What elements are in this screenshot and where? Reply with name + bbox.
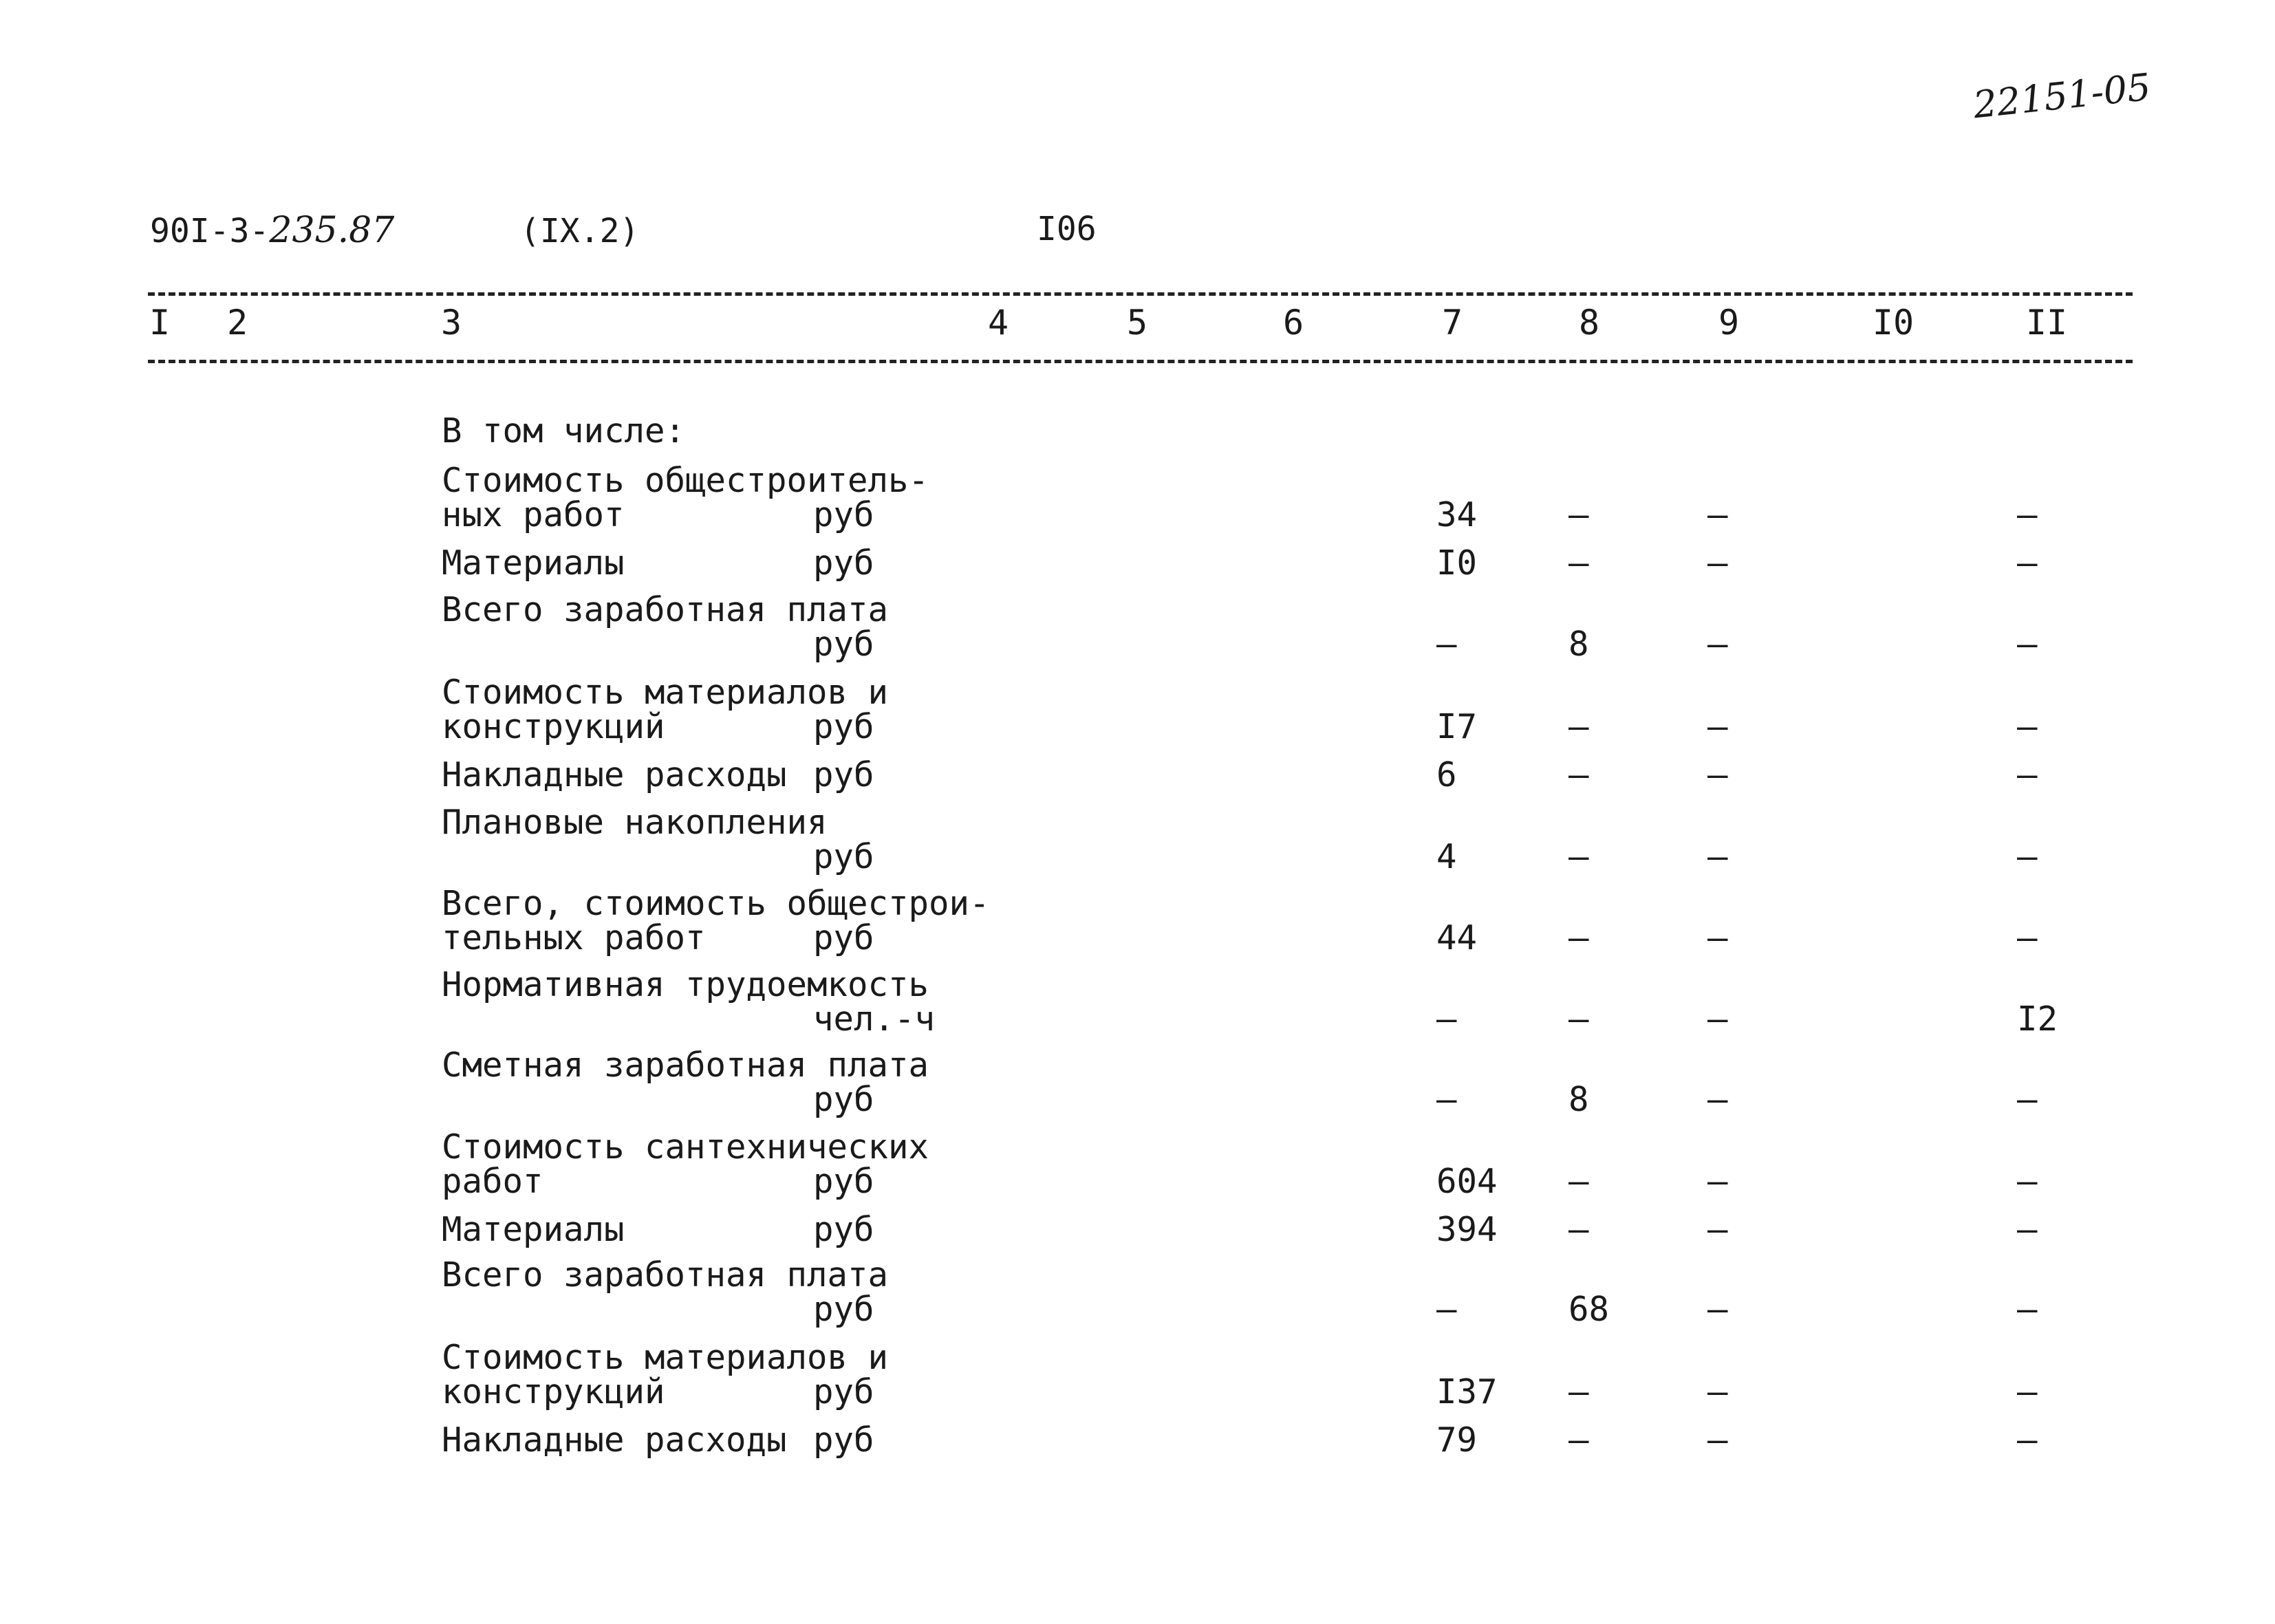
cell-col9: – bbox=[1707, 1080, 1728, 1119]
header-rule-bottom bbox=[148, 360, 2133, 363]
cell-col11: – bbox=[2017, 1420, 2038, 1460]
row-unit: руб bbox=[813, 1372, 874, 1411]
cell-col8: – bbox=[1568, 1162, 1589, 1201]
cell-col7: 79 bbox=[1436, 1420, 1478, 1460]
document-code-printed: 90I-3- bbox=[150, 212, 270, 250]
cell-col8: – bbox=[1568, 495, 1589, 534]
row-label-line1: Сметная заработная плата bbox=[442, 1046, 929, 1085]
column-number-5: 5 bbox=[1126, 303, 1148, 343]
row-unit: руб bbox=[813, 543, 874, 583]
cell-col8: 68 bbox=[1568, 1290, 1610, 1329]
cell-col8: – bbox=[1568, 918, 1589, 957]
row-label-line2: работ bbox=[442, 1162, 543, 1201]
cell-col9: – bbox=[1707, 543, 1728, 583]
row-unit: руб bbox=[813, 1420, 874, 1460]
cell-col8: – bbox=[1568, 1372, 1589, 1411]
cell-col11: – bbox=[2017, 1162, 2038, 1201]
row-unit: руб bbox=[813, 707, 874, 746]
row-label-line1: Всего, стоимость общестрои- bbox=[442, 884, 990, 923]
column-number-9: 9 bbox=[1718, 303, 1740, 343]
cell-col9: – bbox=[1707, 837, 1728, 876]
column-number-11: II bbox=[2025, 303, 2068, 343]
cell-col8: – bbox=[1568, 543, 1589, 583]
cell-col9: – bbox=[1707, 1420, 1728, 1460]
row-unit: руб bbox=[813, 918, 874, 957]
cell-col9: – bbox=[1707, 1162, 1728, 1201]
cell-col11: – bbox=[2017, 543, 2038, 583]
section-label: (IX.2) bbox=[520, 212, 640, 250]
row-label-line2: ных работ bbox=[442, 495, 625, 534]
intro-text: В том числе: bbox=[442, 411, 686, 451]
cell-col7: I37 bbox=[1436, 1372, 1498, 1411]
row-label-line2: Материалы bbox=[442, 543, 625, 583]
cell-col11: – bbox=[2017, 1210, 2038, 1249]
row-label-line2: Накладные расходы bbox=[442, 1420, 787, 1460]
cell-col9: – bbox=[1707, 707, 1728, 746]
row-unit: руб bbox=[813, 495, 874, 534]
cell-col7: – bbox=[1436, 999, 1457, 1039]
cell-col9: – bbox=[1707, 625, 1728, 664]
cell-col8: – bbox=[1568, 999, 1589, 1039]
row-label-line1: Всего заработная плата bbox=[442, 590, 889, 629]
cell-col9: – bbox=[1707, 1372, 1728, 1411]
row-label-line1: Нормативная трудоемкость bbox=[442, 965, 929, 1004]
row-unit: чел.-ч bbox=[813, 999, 936, 1039]
cell-col9: – bbox=[1707, 918, 1728, 957]
cell-col11: – bbox=[2017, 1080, 2038, 1119]
cell-col11: – bbox=[2017, 625, 2038, 664]
row-label-line2: конструкций bbox=[442, 707, 665, 746]
cell-col9: – bbox=[1707, 1290, 1728, 1329]
cell-col8: – bbox=[1568, 837, 1589, 876]
cell-col8: – bbox=[1568, 755, 1589, 794]
column-number-1: I bbox=[149, 303, 171, 343]
row-label-line2: конструкций bbox=[442, 1372, 665, 1411]
cell-col9: – bbox=[1707, 755, 1728, 794]
document-code bbox=[150, 210, 394, 251]
cell-col7: 394 bbox=[1436, 1210, 1498, 1249]
row-unit: руб bbox=[813, 755, 874, 794]
cell-col8: 8 bbox=[1568, 625, 1589, 664]
column-number-3: 3 bbox=[440, 303, 462, 343]
cell-col8: – bbox=[1568, 707, 1589, 746]
cell-col11: – bbox=[2017, 707, 2038, 746]
row-label-line1: Всего заработная плата bbox=[442, 1255, 889, 1295]
row-label-line1: Плановые накопления bbox=[442, 803, 828, 842]
cell-col7: I0 bbox=[1436, 543, 1478, 583]
cell-col8: 8 bbox=[1568, 1080, 1589, 1119]
column-number-2: 2 bbox=[226, 303, 248, 343]
row-unit: руб bbox=[813, 625, 874, 664]
cell-col7: – bbox=[1436, 1080, 1457, 1119]
row-unit: руб bbox=[813, 1210, 874, 1249]
page-number: I06 bbox=[1037, 210, 1097, 248]
column-number-6: 6 bbox=[1282, 303, 1304, 343]
cell-col11: I2 bbox=[2017, 999, 2058, 1039]
row-label-line2: Накладные расходы bbox=[442, 755, 787, 794]
cell-col7: 604 bbox=[1436, 1162, 1498, 1201]
cell-col7: 34 bbox=[1436, 495, 1478, 534]
cell-col11: – bbox=[2017, 755, 2038, 794]
cell-col9: – bbox=[1707, 1210, 1728, 1249]
column-number-4: 4 bbox=[987, 303, 1009, 343]
cell-col11: – bbox=[2017, 1290, 2038, 1329]
cell-col7: 44 bbox=[1436, 918, 1478, 957]
cell-col8: – bbox=[1568, 1420, 1589, 1460]
row-label-line2: Материалы bbox=[442, 1210, 625, 1249]
cell-col7: 4 bbox=[1436, 837, 1457, 876]
column-number-7: 7 bbox=[1441, 303, 1463, 343]
header-rule-top bbox=[148, 292, 2133, 296]
cell-col9: – bbox=[1707, 999, 1728, 1039]
cell-col7: – bbox=[1436, 1290, 1457, 1329]
row-label-line1: Стоимость материалов и bbox=[442, 1338, 889, 1377]
row-unit: руб bbox=[813, 1162, 874, 1201]
handwritten-stamp: 22151-05 bbox=[1971, 65, 2153, 127]
cell-col11: – bbox=[2017, 495, 2038, 534]
cell-col9: – bbox=[1707, 495, 1728, 534]
row-unit: руб bbox=[813, 1290, 874, 1329]
row-unit: руб bbox=[813, 1080, 874, 1119]
row-label-line2: тельных работ bbox=[442, 918, 706, 957]
cell-col8: – bbox=[1568, 1210, 1589, 1249]
row-label-line1: Стоимость материалов и bbox=[442, 673, 889, 712]
cell-col7: – bbox=[1436, 625, 1457, 664]
cell-col7: 6 bbox=[1436, 755, 1457, 794]
document-code-handwritten: 235.87 bbox=[269, 210, 395, 251]
cell-col11: – bbox=[2017, 918, 2038, 957]
cell-col11: – bbox=[2017, 837, 2038, 876]
column-number-10: I0 bbox=[1872, 303, 1915, 343]
column-number-8: 8 bbox=[1578, 303, 1600, 343]
row-unit: руб bbox=[813, 837, 874, 876]
cell-col11: – bbox=[2017, 1372, 2038, 1411]
row-label-line1: Стоимость сантехнических bbox=[442, 1127, 929, 1167]
row-label-line1: Стоимость общестроитель- bbox=[442, 461, 929, 500]
cell-col7: I7 bbox=[1436, 707, 1478, 746]
